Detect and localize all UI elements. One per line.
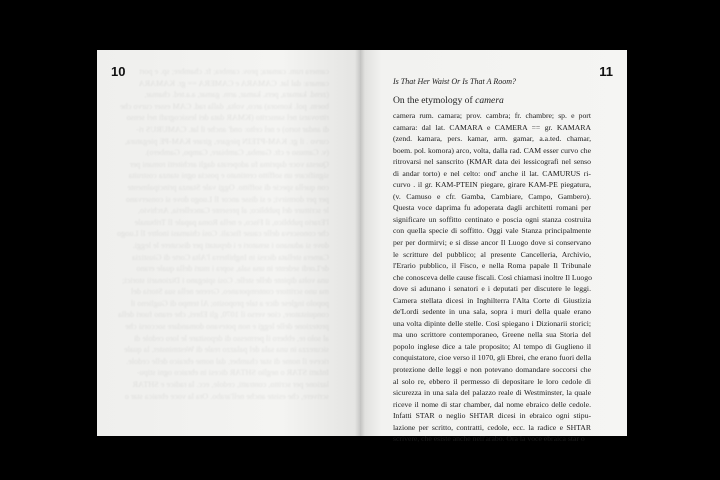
text-line: riceve il nome di star chamber, dal nome ebraico delle cedole. [393, 399, 591, 409]
text-line: significare un soffitto centinato e poscia ogni stanza costruita [393, 214, 591, 224]
book-spine [355, 50, 365, 436]
text-line: l'Erario pubblico, il Fisco, e nella Roma papale Il Tribunale [393, 261, 591, 271]
show-through-line: l'Erario pubblico, il Fisco, e nella Roma papale Il Tribunale [134, 217, 329, 227]
show-through-line: Questa voce daprima fu adoperata dagli architetti romani per [129, 159, 329, 169]
show-through-line: ma uno scrittore contemporaneo, Greene nella sua Storia del [130, 287, 329, 297]
show-through-line: de'Lordi sedente in una sala, sopra i muri della quale erano [136, 264, 329, 274]
text-line: dove si adunano i senatori e i deputati per discutere le leggi. [393, 284, 591, 294]
show-through-line: conquistatore, cioe verso il 1070, gli Ebrei, che erano fuori della [118, 310, 329, 320]
text-line: curvo . il gr. KAM-PTEIN piegare, girare KAM-PE piegatura, [393, 180, 591, 190]
text-line: protezione delle leggi e non potevano domandare soccorsi che [393, 365, 591, 375]
running-title: Is That Her Waist Or Is That A Room? [393, 77, 516, 86]
text-line: Camera stellata dicesi in Inghilterra l'Alta Corte di Giustizia [393, 295, 591, 305]
show-through-text [117, 66, 329, 402]
text-line: per per dormirvi; e si disse ancor Il Luogo dove si conservano [393, 238, 591, 248]
show-through-line: camara: dal lat. CAMARA e CAMERA == gr. KAMARA [138, 78, 329, 88]
show-through-line: Camera stellata dicesi in Inghilterra l'Alta Corte di Giustizia [131, 252, 329, 262]
show-through-line: boem. pol. komora) arco, volta, dalla rad. CAM esser curvo che [120, 101, 329, 111]
text-line: Infatti STAR o neglio SHTAR dicesi in ebraico ogni stipu- [393, 411, 591, 421]
show-through-line: con quella specie di soffitto. Oggi vale Stanza principalmente [127, 182, 329, 192]
text-line: (v. Camuso e cfr. Gamba, Cambiare, Campo, Gambero). [393, 191, 591, 201]
text-line: sicurezza in una sala del palazzo reale di Westminster, la quale [393, 388, 591, 398]
text-line: scrivere, che esiste anche nell'arabo. Ora la voce ebraica star o [393, 434, 585, 444]
body-text [393, 110, 591, 445]
show-through-line: popolo inglese dice a tale proposito; Al tempo di Guglieno il [130, 298, 329, 308]
right-page-number: 11 [599, 64, 613, 79]
right-page [360, 50, 627, 444]
text-line: di andar torto) e nel celto: ond' anche il lat. CAMURUS ri- [393, 168, 591, 178]
left-page-number: 10 [111, 64, 126, 79]
show-through-line: riceve il nome di star chamber, dal nome ebraico delle cedole. [126, 356, 329, 366]
subtitle-prefix: On the etymology of [393, 95, 476, 106]
show-through-line: per per dormirvi; e si disse ancor Il Luogo dove si conservano [125, 194, 329, 204]
text-line: ritrovarsi nel sanscrito (KMAR data dei lessicografi nel senso [393, 157, 591, 167]
show-through-line: camera rum. camara; prov. cambra; fr. chambre; sp. e port [139, 67, 329, 76]
show-through-line: significare un soffitto centinato e poscia ogni stanza costruita [128, 171, 329, 181]
show-through-line: protezione delle leggi e non potevano domandare soccorsi che [125, 322, 329, 332]
text-line: lazione per scritto, contratti, cedole, ecc. la radice e SHTAR [393, 422, 591, 432]
text-line: al solo re, ebbero il permesso di depositare le loro cedole di [393, 376, 591, 386]
show-through-line: al solo re, ebbero il permesso di depositare le loro cedole di [133, 333, 329, 343]
show-through-line: ritrovarsi nel sanscrito (KMAR data dei lessicografi nel senso [126, 113, 329, 123]
text-line: Questa voce daprima fu adoperata dagli architetti romani per [393, 203, 591, 213]
text-line: camara: dal lat. CAMARA e CAMERA == gr. KAMARA [393, 122, 591, 132]
text-line: camera rum. camara; prov. cambra; fr. chambre; sp. e port [393, 111, 591, 120]
text-line: le scritture del pubblico; al presente Cancelleria, Archivio, [393, 249, 591, 259]
text-line: ma uno scrittore contemporaneo, Greene nella sua Storia del [393, 330, 591, 340]
show-through-line: che conosceva delle cause fiscali. Così chiamasi inoltre Il Luogo [117, 229, 329, 239]
text-line: una volta dipinte delle stelle. Così spiegano i Dizionarii storici; [393, 318, 591, 328]
show-through-line: lazione per scritto, contratti, cedole, ecc. la radice e SHTAR [132, 380, 329, 390]
show-through-line: scrivere, che esiste anche nell'arabo. Ora la voce ebraica star o [124, 391, 329, 401]
text-line: (zend. kamara, pers. kamar, arm. gamar, a.a.ted. chamar, [393, 134, 591, 144]
open-book [97, 50, 627, 444]
show-through-line: curvo . il gr. KAM-PTEIN piegare, girare KAM-PE piegatura, [124, 136, 329, 146]
text-line: popolo inglese dice a tale proposito; Al tempo di Guglieno il [393, 341, 591, 351]
show-through-line: (zend. kamara, pers. kamar, arm. gamar, a.a.ted. chamar, [144, 90, 329, 100]
show-through-line: (v. Camuso e cfr. Gamba, Cambiare, Campo, Gambero). [144, 148, 329, 158]
show-through-line: di andar torto) e nel celto: ond' anche il lat. CAMURUS ri- [136, 124, 329, 134]
text-line: boem. pol. komora) arco, volta, dalla rad. CAM esser curvo che [393, 145, 591, 155]
text-line: che conosceva delle cause fiscali. Così chiamasi inoltre Il Luogo [393, 272, 592, 282]
show-through-line: sicurezza in una sala del palazzo reale di Westminster, la quale [123, 345, 329, 355]
show-through-line: una volta dipinte delle stelle. Così spiegano i Dizionarii storici; [122, 275, 329, 285]
section-subtitle [393, 95, 504, 106]
show-through-line: Infatti STAR o neglio SHTAR dicesi in ebraico ogni stipu- [136, 368, 329, 378]
text-line: de'Lordi sedente in una sala, sopra i muri della quale erano [393, 307, 591, 317]
show-through-line: dove si adunano i senatori e i deputati per discutere le leggi. [132, 240, 329, 250]
show-through-line: le scritture del pubblico; al presente Cancelleria, Archivio, [137, 206, 329, 216]
left-page [97, 50, 360, 436]
text-line: conquistatore, cioe verso il 1070, gli Ebrei, che erano fuori della [393, 353, 591, 363]
subtitle-term: camera [475, 95, 504, 106]
text-line: con quella specie di soffitto. Oggi vale Stanza principalmente [393, 226, 591, 236]
